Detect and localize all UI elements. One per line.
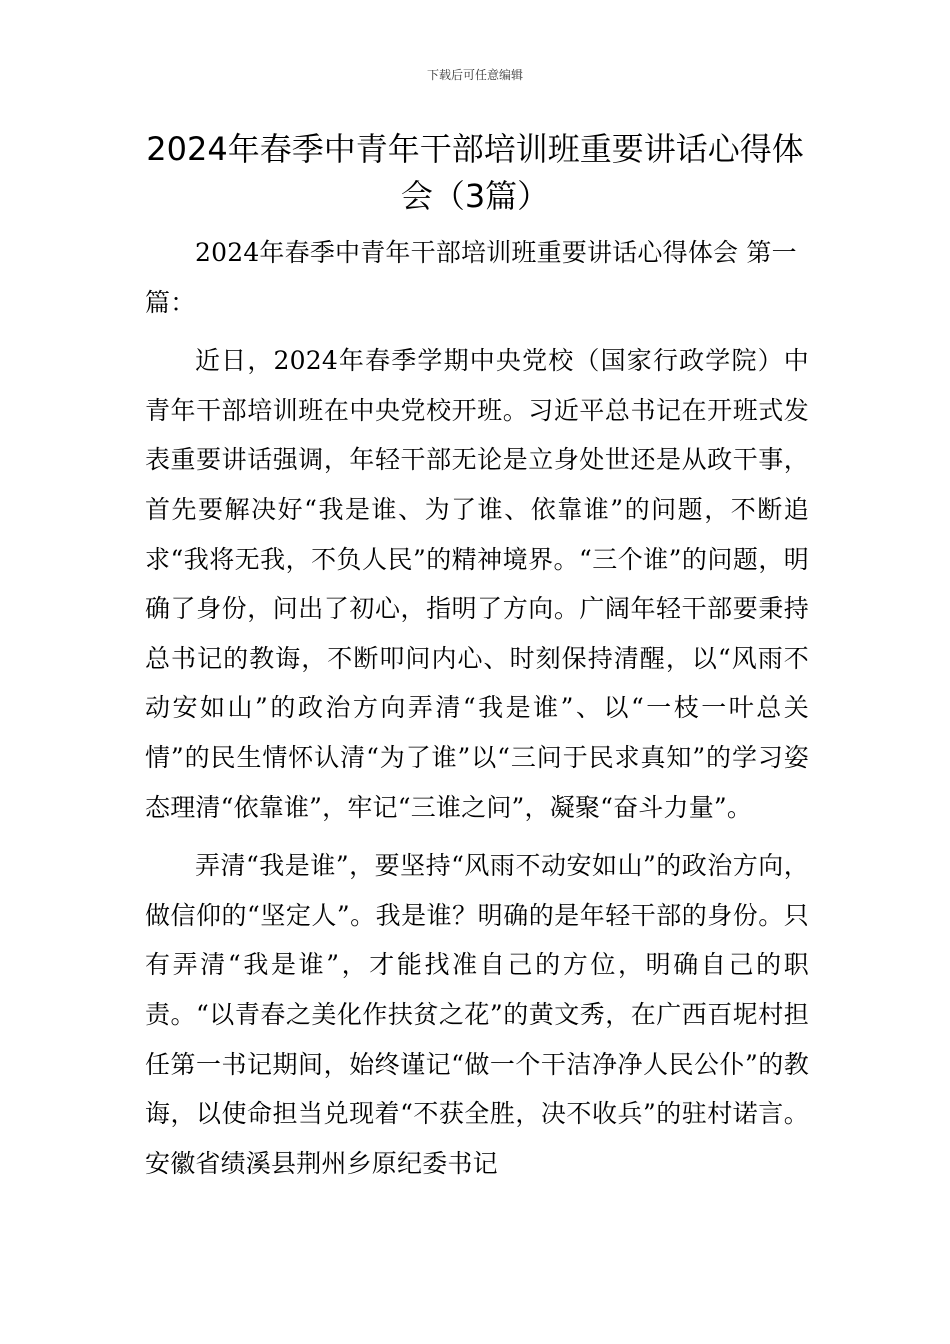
document-title: 2024年春季中青年干部培训班重要讲话心得体会（3篇）: [146, 130, 804, 215]
document-body: [145, 228, 809, 1188]
header-note: 下载后可任意编辑: [426, 68, 523, 82]
section-heading: 2024年春季中青年干部培训班重要讲话心得体会 第一篇：: [145, 238, 797, 317]
paragraph-2: 弄清“我是谁”，要坚持“风雨不动安如山”的政治方向，做信仰的“坚定人”。我是谁？明确的是年轻干部的身份。只有弄清“我是谁”，才能找准自己的方位，明确自己的职责。“以青春之美化作扶贫之花”的黄文秀，在广西百坭村担任第一书记期间，始终谨记“做一个干洁净净人民公仆”的教诲，以使命担当兑现着“不获全胜，决不收兵”的驻村诺言。安徽省绩溪县荆州乡原纪委书记: [145, 851, 809, 1178]
paragraph-1: 近日，2024年春季学期中央党校（国家行政学院）中青年干部培训班在中央党校开班。习近平总书记在开班式发表重要讲话强调，年轻干部无论是立身处世还是从政干事，首先要解决好“我是谁、为了谁、依靠谁”的问题，不断追求“我将无我，不负人民”的精神境界。“三个谁”的问题，明确了身份，问出了初心，指明了方向。广阔年轻干部要秉持总书记的教诲，不断叩问内心、时刻保持清醒，以“风雨不动安如山”的政治方向弄清“我是谁”、以“一枝一叶总关情”的民生情怀认清“为了谁”以“三问于民求真知”的学习姿态理清“依靠谁”，牢记“三谁之问”，凝聚“奋斗力量”。: [145, 346, 809, 822]
